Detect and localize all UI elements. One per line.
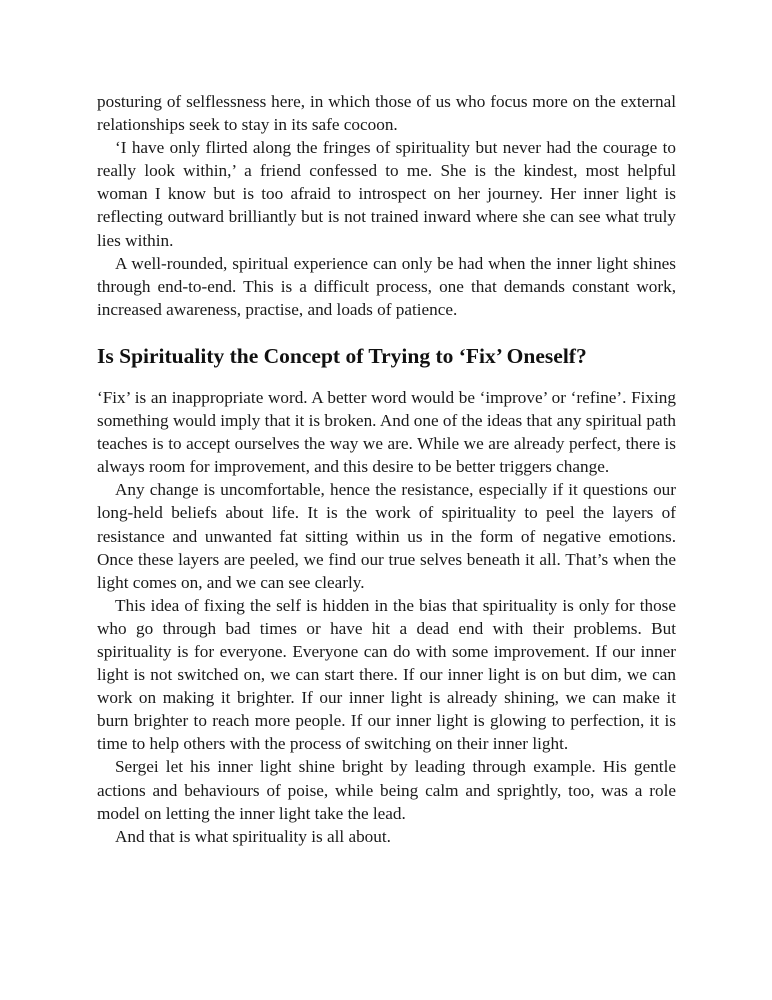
page-body [97,90,676,848]
body-paragraph: A well-rounded, spiritual experience can only be had when the inner light shines through end-to-end. This is a difficult process, one that demands constant work, increased awareness, practise, and loads of patience. [97,253,676,319]
body-paragraph: And that is what spirituality is all about. [115,826,391,846]
body-paragraph: posturing of selflessness here, in which those of us who focus more on the external relationships seek to stay in its safe cocoon. [97,92,676,135]
body-paragraph: Sergei let his inner light shine bright by leading through example. His gentle actions and behaviours of poise, while being calm and sprightly, too, was a role model on letting the inner light take the lead. [97,757,676,823]
body-paragraph: This idea of fixing the self is hidden in the bias that spirituality is only for those who go through bad times or have hit a dead end with their problems. But spirituality is for everyone. Everyone can do with some improvement. If our inner light is not switched on, we can start there. If our inner light is on but dim, we can work on making it brighter. If our inner light is already shining, we can make it burn brighter to reach more people. If our inner light is glowing to perfection, it is time to help others with the process of switching on their inner light. [97,595,676,754]
body-paragraph: Any change is uncomfortable, hence the resistance, especially if it questions our long-held beliefs about life. It is the work of spirituality to peel the layers of resistance and unwanted fat sitting within us in the form of negative emotions. Once these layers are peeled, we find our true selves beneath it all. That’s when the light comes on, and we can see clearly. [97,480,676,592]
section-heading: Is Spirituality the Concept of Trying to ‘Fix’ Oneself? [97,343,587,368]
body-paragraph: ‘Fix’ is an inappropriate word. A better word would be ‘improve’ or ‘refine’. Fixing something would imply that it is broken. And one of the ideas that any spiritual path teaches is to accept ourselves the way we are. While we are already perfect, there is always room for improvement, and this desire to be better triggers change. [97,387,676,477]
body-paragraph: ‘I have only flirted along the fringes of spirituality but never had the courage to really look within,’ a friend confessed to me. She is the kindest, most helpful woman I know but is too afraid to introspect on her journey. Her inner light is reflecting outward brilliantly but is not trained inward where she can see what truly lies within. [97,138,676,250]
